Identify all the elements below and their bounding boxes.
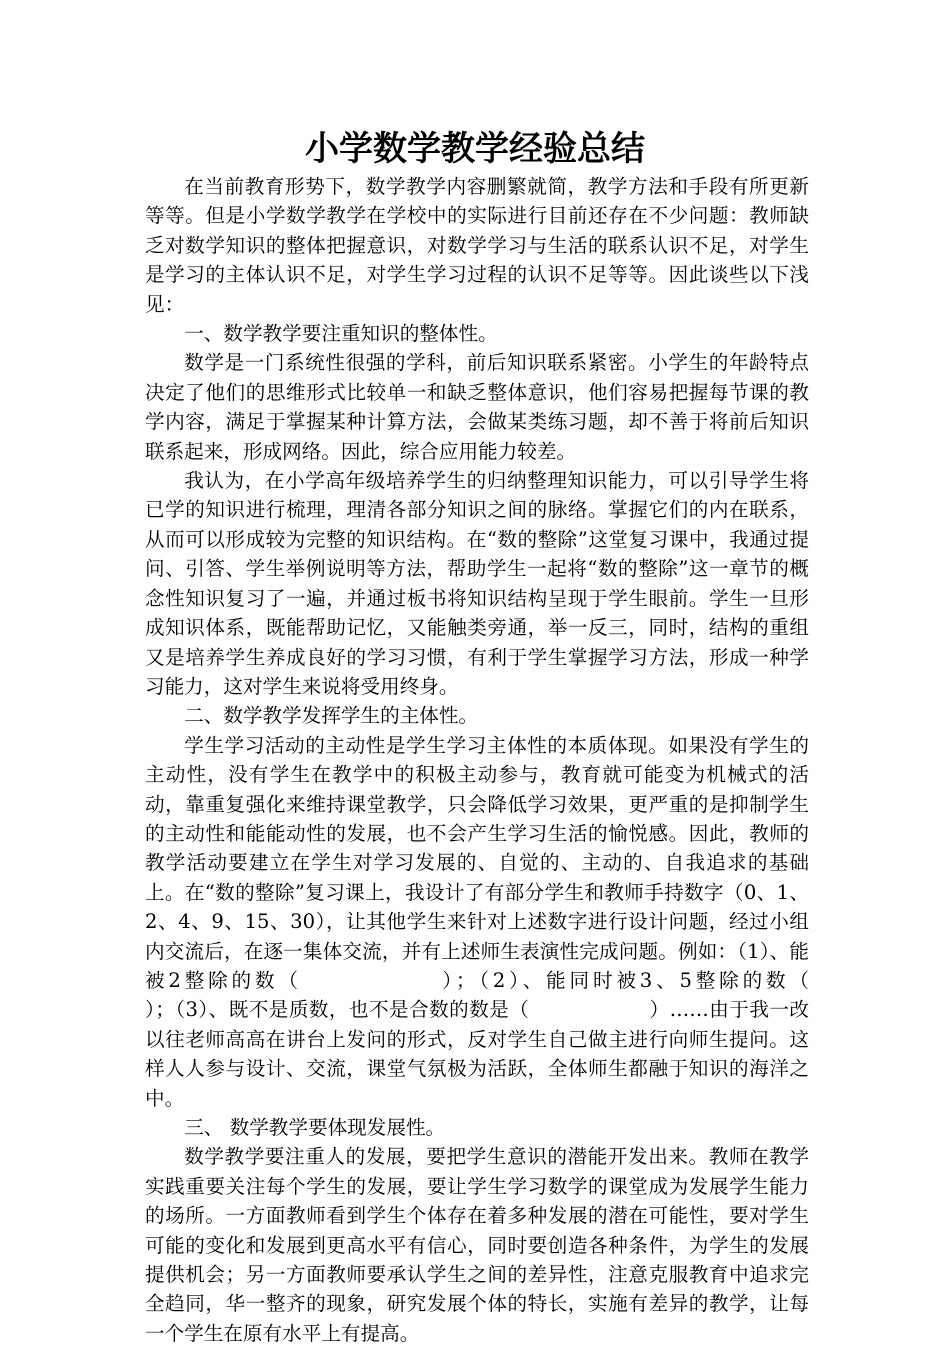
section-heading-1: 一、数学教学要注重知识的整体性。 [184,322,498,346]
body-paragraph: 学生学习活动的主动性是学生学习主体性的本质体现。如果没有学生的主动性，没有学生在教学中的积极主动参与，教育就可能变为机械式的活动，靠重复强化来维持课堂教学，只会降低学习效果，更严重的是抑制学生的主动性和能能动性的发展，也不会产生学习生活的愉悦感。因此，教师的教学活动要建立在学生对学习发展的、自觉的、主动的、自我追求的基础上。在“数的整除”复习课上，我设计了有部分学生和教师手持数字（0、1、2、4、9、15、30），让其他学生来针对上述数字进行设计问题，经过小组内交流后，在逐一集体交流，并有上述师生表演性完成问题。例如：（1）、能被2整除的数（ ）；（2）、能同时被3、5整除的数（ ）；（3）、既不是质数，也不是合数的数是（ ）……由于我一改以往老师高高在讲台上发问的形式，反对学生自己做主进行向师生提问。这样人人参与设计、交流，课堂气氛极为活跃，全体师生都融于知识的海洋之中。 [145,733,927,1110]
body-paragraph: 我认为，在小学高年级培养学生的归纳整理知识能力，可以引导学生将已学的知识进行梳理，理清各部分知识之间的脉络。掌握它们的内在联系，从而可以形成较为完整的知识结构。在“数的整除”这堂复习课中，我通过提问、引答、学生举例说明等方法，帮助学生一起将“数的整除”这一章节的概念性知识复习了一遍，并通过板书将知识结构呈现于学生眼前。学生一旦形成知识体系，既能帮助记忆，又能触类旁通，举一反三，同时，结构的重组又是培养学生养成良好的学习习惯，有利于学生掌握学习方法，形成一种学习能力，这对学生来说将受用终身。 [145,469,809,698]
section-heading-2: 二、数学教学发挥学生的主体性。 [184,704,479,728]
body-paragraph: 数学教学要注重人的发展，要把学生意识的潜能开发出来。教师在教学实践重要关注每个学生的发展，要让学生学习数学的课堂成为发展学生能力的场所。一方面教师看到学生个体存在着多种发展的潜在可能性，要对学生可能的变化和发展到更高水平有信心，同时要创造各种条件，为学生的发展提供机会；另一方面教师要承认学生之间的差异性，注意克服教育中追求完全趋同，华一整齐的现象，研究发展个体的特长，实施有差异的教学，让每一个学生在原有水平上有提高。 [145,1145,809,1345]
section-heading-3: 三、 数学教学要体现发展性。 [184,1116,446,1139]
document-body [145,172,927,1348]
body-paragraph: 数学是一门系统性很强的学科，前后知识联系紧密。小学生的年龄特点决定了他们的思维形式比较单一和缺乏整体意识，他们容易把握每节课的教学内容，满足于掌握某种计算方法，会做某类练习题，却不善于将前后知识联系起来，形成网络。因此，综合应用能力较差。 [145,351,809,463]
intro-paragraph: 在当前教育形势下，数学教学内容删繁就简，教学方法和手段有所更新等等。但是小学数学教学在学校中的实际进行目前还存在不少问题：教师缺乏对数学知识的整体把握意识，对数学学习与生活的联系认识不足，对学生是学习的主体认识不足，对学生学习过程的认识不足等等。因此谈些以下浅见： [145,175,809,316]
document-title: 小学数学教学经验总结 [305,129,645,169]
